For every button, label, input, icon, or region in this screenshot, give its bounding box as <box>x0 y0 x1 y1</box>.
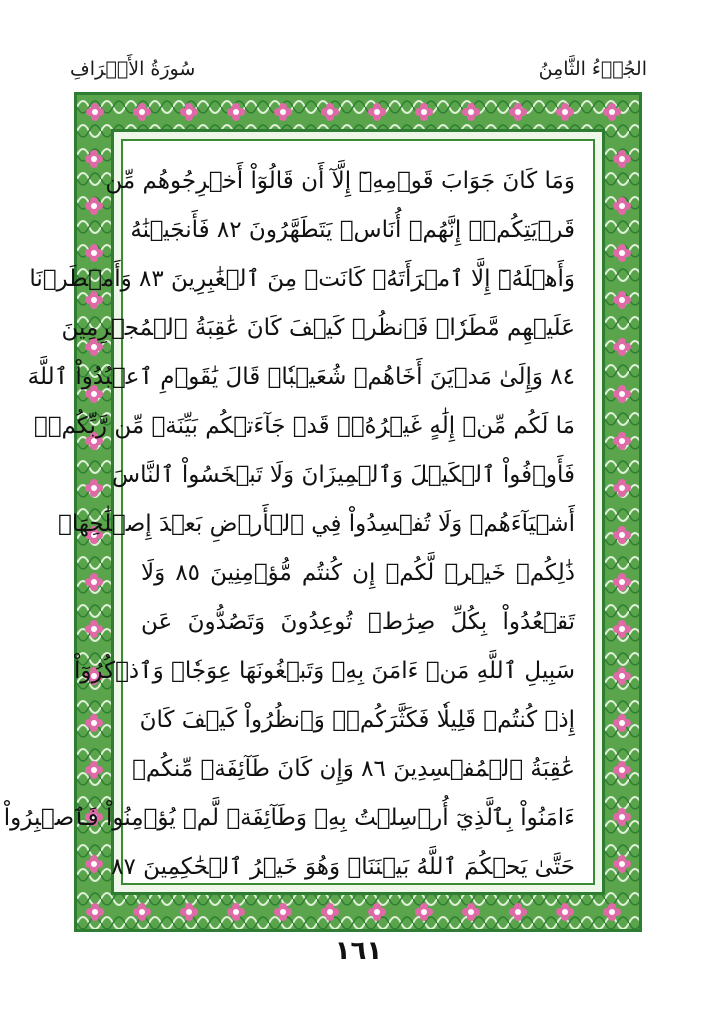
verse-line: وَمَا كَانَ جَوَابَ قَوۡمِهِۦٓ إِلَّآ أَن قَالُوٓاْ أَخۡرِجُوهُم مِّن <box>105 168 575 194</box>
verse-lines <box>3 141 593 883</box>
verse-line: إِذۡ كُنتُمۡ قَلِيلٗا فَكَثَّرَكُمۡۖ وَٱنظُرُواْ كَيۡفَ كَانَ <box>139 707 575 733</box>
verse-line: ٨٤ وَإِلَىٰ مَدۡيَنَ أَخَاهُمۡ شُعَيۡبٗاۚ قَالَ يَٰقَوۡمِ ٱعۡبُدُواْ ٱللَّهَ <box>27 364 575 390</box>
page-header <box>70 58 647 88</box>
text-panel <box>3 139 595 885</box>
verse-line: تَقۡعُدُواْ بِكُلِّ صِرَٰطٖ تُوعِدُونَ وَتَصُدُّونَ عَن <box>141 609 575 635</box>
verse-line: قَرۡيَتِكُمۡۖ إِنَّهُمۡ أُنَاسٞ يَتَطَهَّرُونَ ٨٢ فَأَنجَيۡنَٰهُ <box>130 217 575 243</box>
juz-name: الجُزۡءُ الثَّامِنُ <box>538 58 647 80</box>
verse-line: عَلَيۡهِم مَّطَرٗاۖ فَٱنظُرۡ كَيۡفَ كَانَ عَٰقِبَةُ ٱلۡمُجۡرِمِينَ <box>61 315 575 341</box>
page-number: ١٦١ <box>334 936 383 966</box>
verse-line: ذَٰلِكُمۡ خَيۡرٞ لَّكُمۡ إِن كُنتُم مُّؤۡمِنِينَ ٨٥ وَلَا <box>141 560 575 586</box>
surah-name: سُورَةُ الأَعۡرَافِ <box>70 58 196 80</box>
verse-line: عَٰقِبَةُ ٱلۡمُفۡسِدِينَ ٨٦ وَإِن كَانَ طَآئِفَةٞ مِّنكُمۡ <box>132 756 575 782</box>
verse-line: حَتَّىٰ يَحۡكُمَ ٱللَّهُ بَيۡنَنَاۚ وَهُوَ خَيۡرُ ٱلۡحَٰكِمِينَ ٨٧ <box>111 854 575 880</box>
verse-line: وَأَهۡلَهُۥٓ إِلَّا ٱمۡرَأَتَهُۥ كَانَتۡ مِنَ ٱلۡغَٰبِرِينَ ٨٣ وَأَمۡطَرۡنَا <box>29 266 575 292</box>
verse-line: فَأَوۡفُواْ ٱلۡكَيۡلَ وَٱلۡمِيزَانَ وَلَا تَبۡخَسُواْ ٱلنَّاسَ <box>112 462 575 488</box>
verse-line: مَا لَكُم مِّنۡ إِلَٰهٍ غَيۡرُهُۥۖ قَدۡ جَآءَتۡكُم بَيِّنَةٞ مِّن رَّبِّكُمۡۖ <box>33 413 575 439</box>
verse-line: ءَامَنُواْ بِٱلَّذِيٓ أُرۡسِلۡتُ بِهِۦ وَطَآئِفَةٞ لَّمۡ يُؤۡمِنُواْ فَٱصۡبِرُواْ <box>3 805 575 831</box>
verse-line: أَشۡيَآءَهُمۡ وَلَا تُفۡسِدُواْ فِي ٱلۡأَرۡضِ بَعۡدَ إِصۡلَٰحِهَاۚ <box>58 511 575 537</box>
ornamental-frame <box>3 92 642 932</box>
verse-line: سَبِيلِ ٱللَّهِ مَنۡ ءَامَنَ بِهِۦ وَتَبۡغُونَهَا عِوَجٗاۚ وَٱذۡكُرُوٓاْ <box>73 658 575 684</box>
